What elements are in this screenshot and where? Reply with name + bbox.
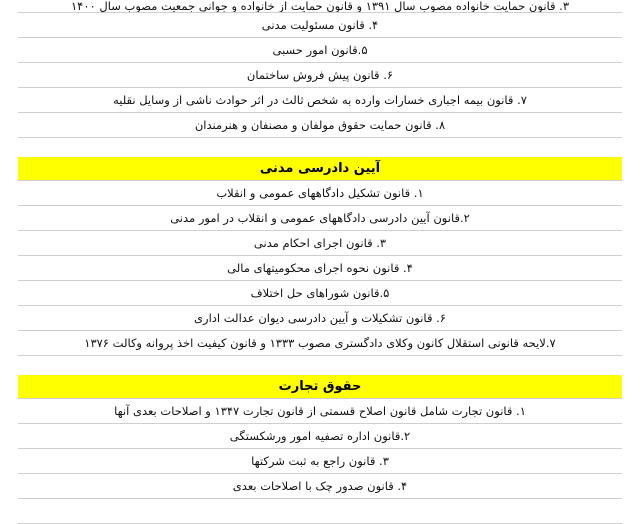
section-spacer — [18, 138, 622, 157]
section-title: حقوق تجارت — [278, 379, 362, 394]
list-item — [18, 474, 622, 499]
list-item-label: ۵.قانون شوراهای حل اختلاف — [250, 286, 390, 300]
list-item-label: ۳. قانون راجع به ثبت شرکتها — [251, 454, 389, 468]
list-item-label: ۷. قانون بیمه اجباری خسارات وارده به شخص ثالث در اثر حوادث ناشی از وسایل نقلیه — [113, 93, 527, 107]
list-item-label: ۴. قانون مسئولیت مدنی — [261, 18, 379, 32]
section-header-civil-procedure — [18, 157, 622, 181]
list-item-label: ۱. قانون تجارت شامل قانون اصلاح قسمتی از قانون تجارت ۱۳۴۷ و اصلاحات بعدی آنها — [114, 404, 526, 418]
list-item-label: ۳. قانون حمایت خانواده مصوب سال ۱۳۹۱ و قانون حمایت از خانواده و جوانی جمعیت مصوب سال ۱۴۰۰ — [70, 0, 570, 13]
list-item-label: ۷.لایحه قانونی استقلال کانون وکلای دادگستری مصوب ۱۳۳۳ و قانون کیفیت اخذ پروانه وکالت ۱۳۷۶ — [84, 336, 556, 350]
list-item-label: ۲.قانون اداره تصفیه امور ورشکستگی — [229, 429, 411, 443]
list-item — [18, 113, 622, 138]
list-item — [18, 449, 622, 474]
list-item — [18, 206, 622, 231]
list-item — [18, 181, 622, 206]
list-item-label: ۲.قانون آیین دادرسی دادگاههای عمومی و انقلاب در امور مدنی — [170, 211, 470, 225]
list-item — [18, 88, 622, 113]
list-item-label: ۱. قانون تشکیل دادگاههای عمومی و انقلاب — [216, 186, 424, 200]
list-item — [18, 424, 622, 449]
section-item-list-commercial-law — [18, 399, 622, 524]
list-item-label: ۴. قانون نحوه اجرای محکومیتهای مالی — [227, 261, 413, 275]
section-spacer — [18, 356, 622, 375]
list-item-label: ۳. قانون اجرای احکام مدنی — [253, 236, 387, 250]
list-item-label: ۴. قانون صدور چک با اصلاحات بعدی — [232, 479, 408, 493]
list-item — [18, 0, 622, 13]
list-item — [18, 38, 622, 63]
list-item — [18, 399, 622, 424]
section-header-commercial-law — [18, 375, 622, 399]
section-item-list-civil-procedure — [18, 181, 622, 356]
list-item-partial — [18, 499, 622, 524]
list-item — [18, 331, 622, 356]
list-item — [18, 306, 622, 331]
list-item-label: ۶. قانون تشکیلات و آیین دادرسی دیوان عدالت اداری — [194, 311, 446, 325]
list-item — [18, 13, 622, 38]
top-item-list — [18, 0, 622, 138]
list-item — [18, 231, 622, 256]
list-item — [18, 256, 622, 281]
section-title: آیین دادرسی مدنی — [259, 161, 381, 176]
list-item-label: ۵.قانون امور حسبی — [272, 43, 368, 57]
list-item-label: ۸. قانون حمایت حقوق مولفان و مصنفان و هنرمندان — [194, 118, 446, 132]
list-item-label: ۶. قانون پیش فروش ساختمان — [246, 68, 394, 82]
list-item — [18, 281, 622, 306]
list-item — [18, 63, 622, 88]
